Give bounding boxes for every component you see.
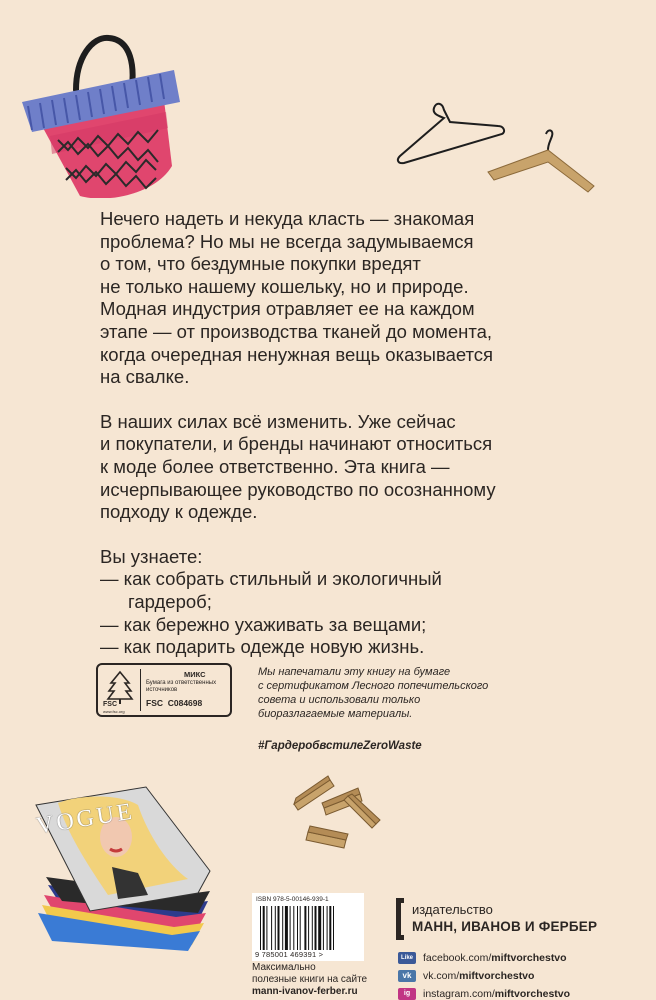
barcode-bar: [329, 906, 331, 950]
list-intro: Вы узнаете:: [100, 545, 203, 567]
social-handle: miftvorchestvo: [491, 952, 567, 964]
barcode-bar: [285, 906, 288, 950]
barcode-bar: [275, 906, 276, 950]
eco-note-line: биоразлагаемые материалы.: [258, 708, 413, 720]
text-line: Нечего надеть и некуда класть — знакомая: [100, 208, 475, 229]
barcode-bar: [282, 906, 283, 950]
text-line: не только нашему кошельку, но и природе.: [100, 275, 469, 297]
clothespins-illustration: [286, 768, 386, 858]
promo-line: Максимально: [252, 962, 316, 973]
fsc-description: Бумага из ответственных источников: [146, 680, 217, 693]
social-prefix: instagram.com/: [423, 988, 495, 1000]
fsc-divider: [140, 669, 141, 711]
description-text: [100, 208, 540, 681]
barcode-bar: [266, 906, 267, 950]
hashtag: #ГардеробвстилеZeroWaste: [258, 740, 422, 752]
list-item: — как собрать стильный и экологичный: [100, 568, 442, 590]
text-line: Модная индустрия отравляет ее на каждом: [100, 298, 475, 320]
fsc-license-code: [146, 698, 202, 708]
eco-note-line: Мы напечатали эту книгу на бумаге: [258, 666, 451, 678]
barcode-bar: [323, 906, 324, 950]
website-link[interactable]: mann-ivanov-ferber.ru: [252, 986, 358, 997]
list-item: — как бережно ухаживать за вещами;: [100, 613, 427, 635]
promo-text: [252, 962, 367, 986]
text-line: и покупатели, и бренды начинают относиться: [100, 433, 493, 455]
text-line: подходу к одежде.: [100, 501, 258, 523]
social-vk[interactable]: [398, 970, 534, 982]
isbn-number: ISBN 978-5-00146-939-1: [256, 896, 329, 903]
text-line: В наших силах всё изменить. Уже сейчас: [100, 410, 456, 432]
barcode-bar: [333, 906, 334, 950]
basket-bag-illustration: [14, 28, 184, 198]
list-item: — как подарить одежде новую жизнь.: [100, 636, 425, 658]
publisher-name: МАНН, ИВАНОВ И ФЕРБЕР: [412, 919, 598, 934]
text-line: проблема? Но мы не всегда задумываемся: [100, 230, 474, 252]
fsc-logo-text: FSC: [103, 701, 117, 708]
eco-note: [258, 665, 558, 721]
publisher-label: издательство: [412, 902, 493, 917]
text-line: о том, что бездумные покупки вредят: [100, 253, 421, 275]
text-line: к моде более ответственно. Эта книга —: [100, 455, 450, 477]
paragraph-1: [100, 208, 540, 389]
vk-icon: vk: [398, 970, 416, 982]
benefits-list: [100, 546, 540, 659]
instagram-icon: ig: [398, 988, 416, 1000]
social-prefix: facebook.com/: [423, 952, 492, 964]
wooden-hanger-illustration: [484, 128, 600, 196]
barcode-bar: [293, 906, 294, 950]
social-facebook[interactable]: [398, 952, 567, 964]
fsc-title: МИКС: [184, 670, 206, 679]
magazine-title: VOGUE: [34, 798, 137, 840]
social-handle: miftvorchestvo: [459, 970, 535, 982]
social-instagram[interactable]: [398, 988, 570, 1000]
barcode-bar: [271, 906, 272, 950]
list-item-continuation: гардероб;: [128, 590, 212, 612]
eco-note-line: совета и использовали только: [258, 694, 421, 706]
barcode-bar: [300, 906, 301, 950]
paragraph-2: [100, 411, 540, 524]
text-line: этапе — от производства тканей до момента,: [100, 320, 493, 342]
eco-note-line: с сертификатом Лесного попечительского: [258, 680, 489, 692]
barcode-digits: 9 785001 469391 >: [255, 950, 324, 959]
barcode-bar: [327, 906, 328, 950]
barcode-icon: [258, 906, 358, 950]
text-line: когда очередная ненужная вещь оказывается: [100, 343, 494, 365]
barcode-bar: [260, 906, 261, 950]
text-line: исчерпывающее руководство по осознанному: [100, 478, 496, 500]
publisher-bracket-icon: [396, 898, 404, 940]
barcode-bar: [304, 906, 306, 950]
social-handle: miftvorchestvo: [494, 988, 571, 1000]
promo-line: полезные книги на сайте: [252, 974, 368, 985]
text-line: на свалке.: [100, 366, 190, 388]
barcode-bar: [315, 906, 317, 950]
fsc-url: www.fsc.org: [103, 709, 125, 714]
barcode-bar: [297, 906, 298, 950]
barcode-bar: [312, 906, 313, 950]
fsc-code-number: C084698: [167, 698, 203, 708]
barcode-bar: [290, 906, 291, 950]
facebook-icon: Like: [398, 952, 416, 964]
fsc-certification-box: [96, 663, 232, 717]
fsc-code-label: FSC: [146, 698, 163, 708]
barcode-box: [252, 893, 364, 961]
barcode-bar: [263, 906, 265, 950]
barcode-bar: [278, 906, 280, 950]
barcode-bar: [308, 906, 309, 950]
barcode-bar: [318, 906, 321, 950]
social-prefix: vk.com/: [423, 970, 460, 982]
